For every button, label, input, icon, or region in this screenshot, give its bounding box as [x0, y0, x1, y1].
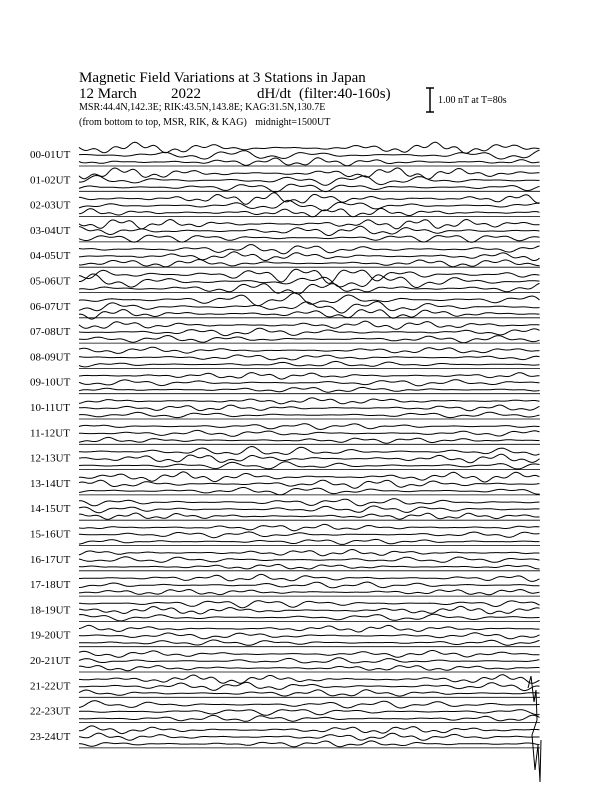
- trace-order-note: [79, 117, 330, 128]
- station-trace: [79, 582, 540, 588]
- station-trace: [79, 640, 540, 645]
- station-trace: [79, 235, 540, 242]
- hour-label: 00-01UT: [30, 149, 71, 161]
- station-trace: [79, 574, 540, 581]
- hour-label: 17-18UT: [30, 579, 71, 592]
- hour-label: 18-19UT: [30, 604, 71, 617]
- station-trace: [79, 373, 540, 380]
- station-trace: [79, 398, 540, 404]
- station-trace: [79, 675, 540, 684]
- station-trace: [79, 614, 540, 621]
- station-trace: [79, 430, 540, 436]
- station-trace: [79, 454, 540, 463]
- station-trace: [79, 208, 540, 216]
- station-trace: [79, 480, 540, 488]
- station-trace: [79, 321, 540, 329]
- hour-label: 07-08UT: [30, 326, 71, 339]
- station-trace: [79, 606, 540, 614]
- station-trace: [79, 260, 540, 267]
- end-excursion-trace: [528, 676, 541, 782]
- midnight-note-text: midnight=1500UT: [255, 117, 331, 128]
- hour-label: 16-17UT: [30, 553, 71, 566]
- hour-label: 05-06UT: [30, 275, 71, 288]
- station-trace: [79, 726, 540, 734]
- station-trace: [79, 447, 540, 456]
- station-trace: [79, 590, 540, 595]
- filter-text: (filter:40-160s): [299, 86, 391, 102]
- station-trace: [79, 293, 540, 306]
- hour-label: 08-09UT: [30, 351, 71, 364]
- chart-title: Magnetic Field Variations at 3 Stations in Japan: [79, 70, 366, 86]
- year-text: 2022: [171, 86, 201, 102]
- station-trace: [79, 524, 540, 530]
- hour-label: 14-15UT: [30, 503, 71, 516]
- hour-label: 09-10UT: [30, 376, 71, 389]
- station-trace: [79, 601, 540, 608]
- hour-label: 01-02UT: [30, 174, 71, 187]
- station-trace: [79, 252, 540, 261]
- hour-label: 12-13UT: [30, 452, 71, 465]
- hour-label: 22-23UT: [30, 705, 71, 718]
- hour-label: 21-22UT: [30, 680, 71, 693]
- hour-label: 15-16UT: [30, 528, 71, 541]
- station-trace: [79, 347, 540, 353]
- station-trace: [79, 168, 540, 179]
- station-trace: [79, 380, 540, 386]
- station-trace: [79, 220, 540, 229]
- station-trace: [79, 666, 540, 671]
- station-trace: [79, 682, 540, 690]
- station-trace: [79, 412, 540, 417]
- hour-label: 03-04UT: [30, 224, 71, 237]
- station-trace: [79, 710, 540, 716]
- station-trace: [79, 245, 540, 254]
- hour-label: 04-05UT: [30, 250, 71, 263]
- station-trace: [79, 651, 540, 658]
- station-trace: [79, 437, 540, 443]
- station-trace: [79, 200, 540, 210]
- station-trace: [79, 690, 540, 696]
- hour-label: 23-24UT: [30, 730, 71, 743]
- station-trace: [79, 539, 540, 544]
- station-trace: [79, 387, 540, 392]
- station-trace: [79, 506, 540, 513]
- hour-label: 10-11UT: [30, 402, 70, 414]
- station-trace: [79, 361, 540, 367]
- station-trace: [79, 142, 540, 153]
- station-trace: [79, 513, 540, 519]
- station-trace: [79, 158, 540, 166]
- station-trace: [79, 472, 540, 482]
- date-text: 12 March: [79, 86, 137, 102]
- hour-label: 19-20UT: [30, 629, 71, 642]
- hour-label: 20-21UT: [30, 655, 71, 667]
- station-trace: [79, 336, 540, 343]
- scale-bar-label: 1.00 nT at T=80s: [438, 95, 507, 106]
- quantity-text: dH/dt: [257, 86, 292, 102]
- hour-label: 11-12UT: [30, 427, 70, 440]
- order-note-text: (from bottom to top, MSR, RIK, & KAG): [79, 117, 247, 128]
- station-trace: [79, 355, 540, 360]
- station-trace: [79, 328, 540, 335]
- station-trace: [79, 193, 540, 205]
- scale-bar: [425, 87, 435, 113]
- station-trace: [79, 564, 540, 569]
- station-trace: [79, 715, 540, 721]
- station-trace: [79, 532, 540, 538]
- station-trace: [79, 488, 540, 495]
- station-trace: [79, 550, 540, 556]
- station-trace: [79, 625, 540, 632]
- hour-label: 02-03UT: [30, 199, 71, 212]
- station-trace: [79, 557, 540, 563]
- station-trace: [79, 658, 540, 663]
- station-trace: [79, 701, 540, 708]
- station-trace: [79, 633, 540, 639]
- station-trace: [79, 302, 540, 314]
- station-trace: [79, 733, 540, 740]
- station-trace: [79, 499, 540, 506]
- station-trace: [79, 405, 540, 411]
- hour-label: 06-07UT: [30, 300, 71, 313]
- station-trace: [79, 226, 540, 235]
- station-trace: [79, 741, 540, 747]
- station-trace: [79, 424, 540, 430]
- hour-label: 13-14UT: [30, 477, 71, 490]
- station-coordinates: MSR:44.4N,142.3E; RIK:43.5N,143.8E; KAG:31.5N,130.7E: [79, 102, 326, 113]
